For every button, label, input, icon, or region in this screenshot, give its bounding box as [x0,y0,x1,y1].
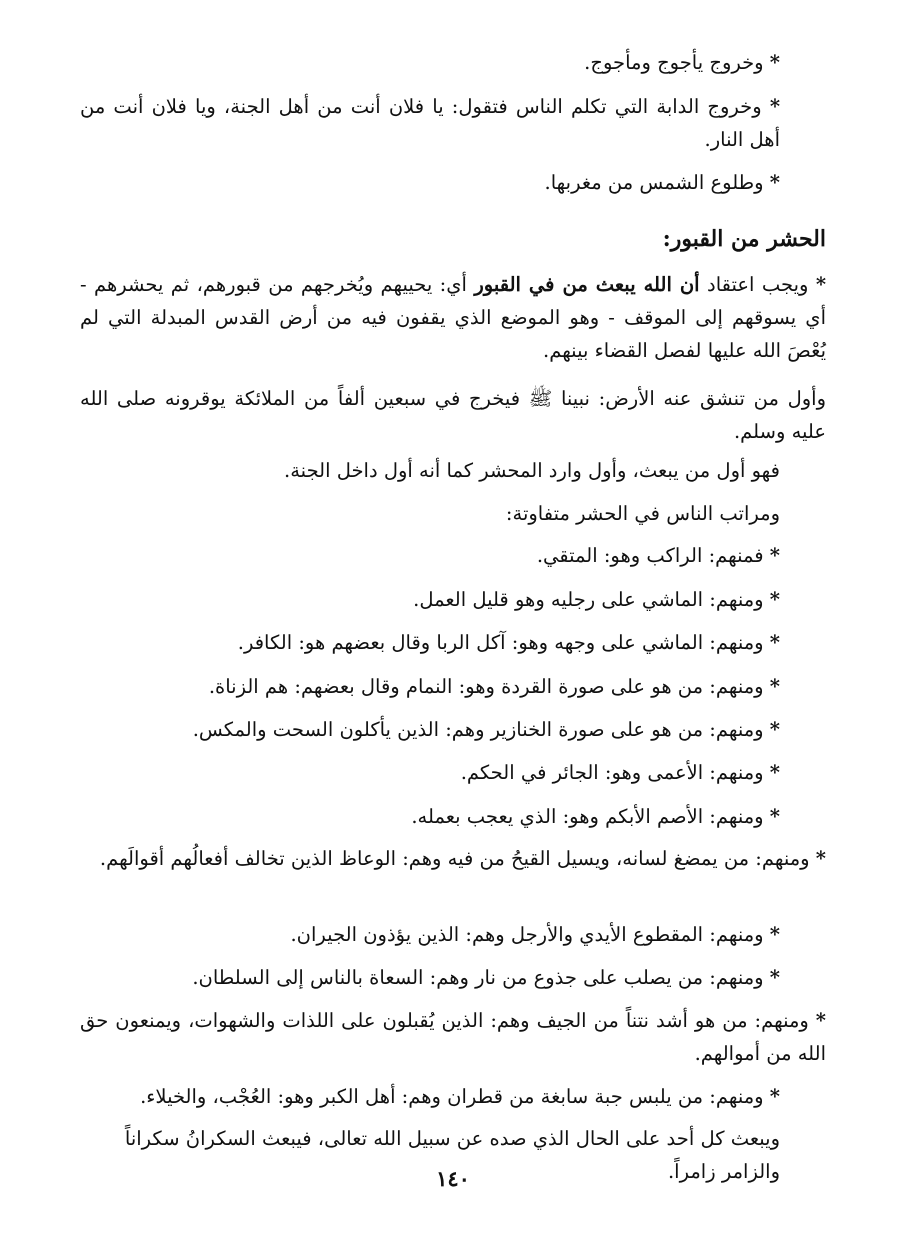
bullet-star: * [769,805,780,828]
bullet-star: * [769,631,780,654]
list-item: * فمنهم: الراكب وهو: المتقي. [536,544,780,567]
list-item: * ومنهم: المقطوع الأيدي والأرجل وهم: الذين يؤذون الجيران. [290,923,780,946]
bullet-star: * [769,923,780,946]
paragraph-ranks-intro: ومراتب الناس في الحشر متفاوتة: [505,502,780,525]
section-heading: الحشر من القبور: [662,226,826,252]
list-item: * ومنهم: الماشي على وجهه وهو: آكل الربا وقال بعضهم هو: الكافر. [237,631,780,654]
paragraph-first-resurrected: وأول من تنشق عنه الأرض: نبينا ﷺ فيخرج في سبعين ألفاً من الملائكة يوقرونه صلى الله عليه وسلم. [80,387,826,443]
list-item: * ومنهم: من هو أشد نتناً من الجيف وهم: الذين يُقبلون على اللذات والشهوات، ويمنعون حق الله من أموالهم. [80,1009,826,1065]
list-item: * ومنهم: الماشي على رجليه وهو قليل العمل. [413,588,780,611]
list-item: * ومنهم: من يصلب على جذوع من نار وهم: السعاة بالناس إلى السلطان. [192,966,780,989]
list-item: * ومنهم: الأصم الأبكم وهو: الذي يعجب بعمله. [411,805,780,828]
bullet-star: * [769,966,780,989]
bullet-star: * [769,51,780,74]
bold-phrase: أن الله يبعث من في القبور [474,273,700,296]
paragraph-sunrise-west: * وطلوع الشمس من مغربها. [544,171,780,194]
bullet-star: * [769,718,780,741]
bullet-star: * [815,1009,826,1032]
list-item: * ومنهم: الأعمى وهو: الجائر في الحكم. [460,761,780,784]
page-number: ١٤٠ [436,1166,470,1191]
paragraph-dabbah: * وخروج الدابة التي تكلم الناس فتقول: يا فلان أنت من أهل الجنة، ويا فلان أنت من أهل النار. [80,95,781,151]
list-item: * ومنهم: من هو على صورة الخنازير وهم: الذين يأكلون السحت والمكس. [192,718,780,741]
paragraph-resurrection: * ويجب اعتقاد أن الله يبعث من في القبور أي: يحييهم ويُخرجهم من قبورهم، ثم يحشرهم - أي يسوقهم إلى الموقف - وهو الموضع الذي يقفون فيه من أرض القدس المبدلة التي لم يُعْصَ الله عليها لفصل القضاء بينهم. [80,273,827,362]
bullet-star: * [769,1085,780,1108]
list-item: * ومنهم: من يلبس جبة سابغة من قطران وهم: أهل الكبر وهو: العُجْب، والخيلاء. [140,1085,780,1108]
bullet-star: * [769,171,780,194]
list-item: * ومنهم: من يمضغ لسانه، ويسيل القيحُ من فيه وهم: الوعاظ الذين تخالف أفعالُهم أقوالَهم. [99,847,826,870]
bullet-star: * [769,761,780,784]
bullet-star: * [769,675,780,698]
list-item: * ومنهم: من هو على صورة القردة وهو: النمام وقال بعضهم: هم الزناة. [208,675,780,698]
paragraph-first-raised: فهو أول من يبعث، وأول وارد المحشر كما أنه أول داخل الجنة. [284,459,780,482]
bullet-star: * [769,544,780,567]
bullet-star: * [769,95,781,118]
bullet-star: * [815,273,827,296]
paragraph-closing: ويبعث كل أحد على الحال الذي صده عن سبيل الله تعالى، فيبعث السكرانُ سكراناً والزامر زامراً. [124,1127,780,1183]
bullet-star: * [769,588,780,611]
paragraph-yajuj: * وخروج يأجوج ومأجوج. [584,51,780,74]
bullet-star: * [815,847,826,870]
